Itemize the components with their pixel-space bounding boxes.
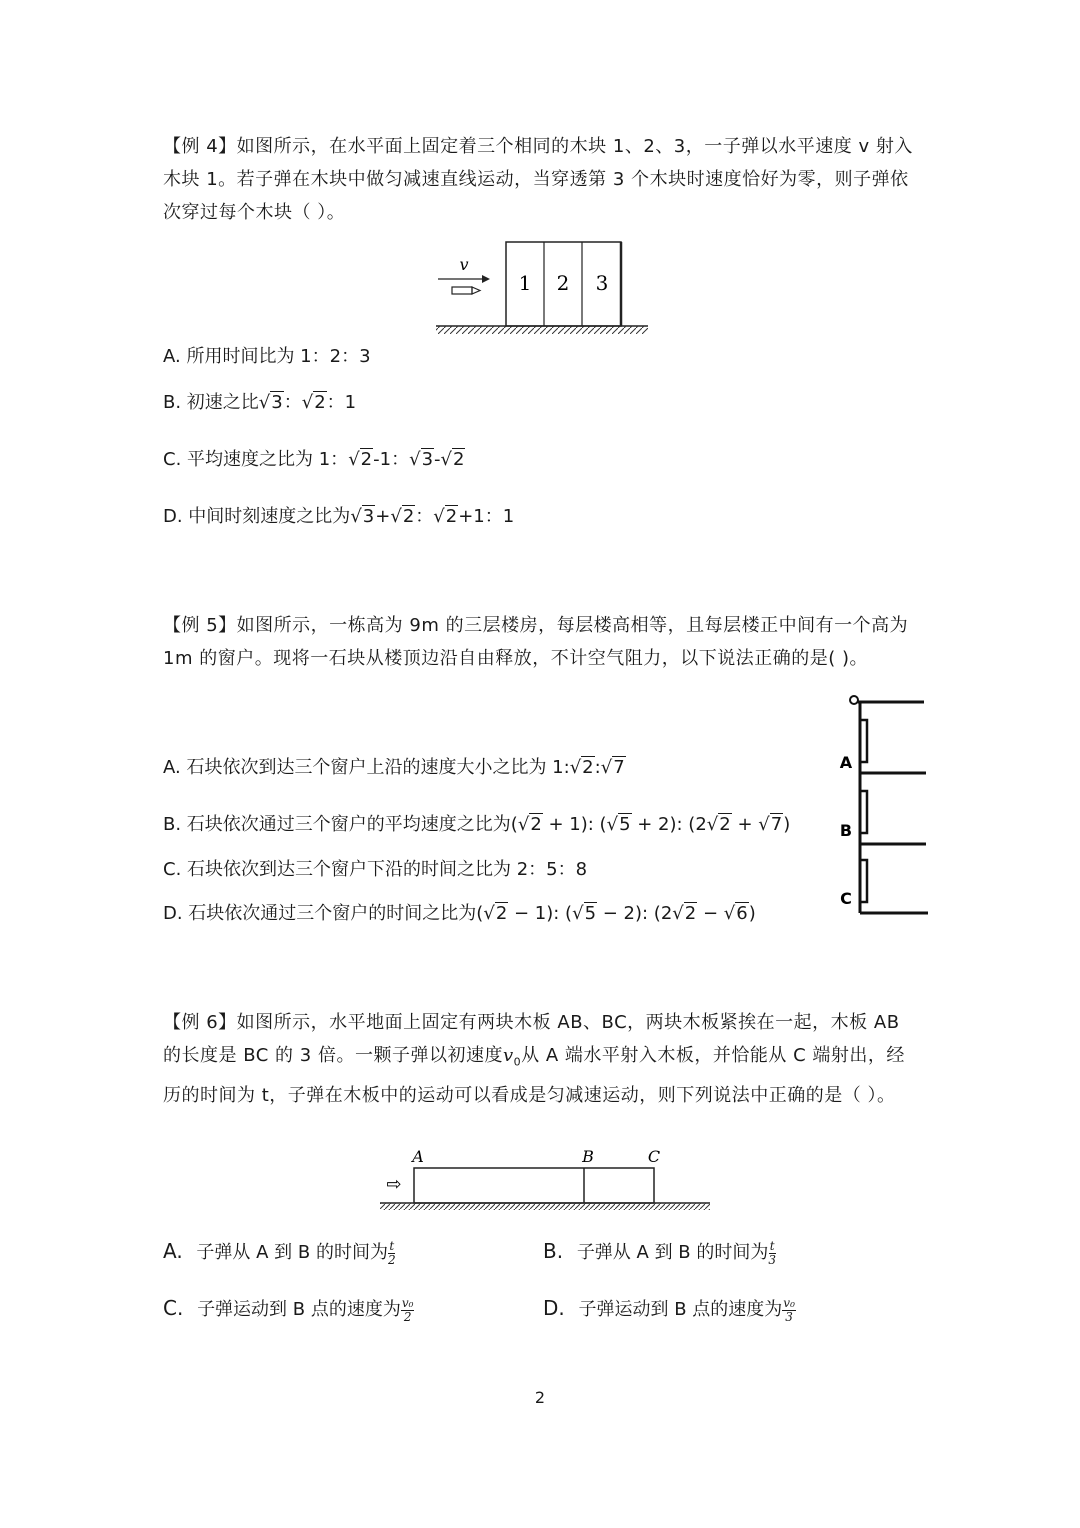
ex5-question [163, 609, 923, 675]
ex5-window-b [860, 791, 867, 833]
ex6-question [163, 1006, 923, 1112]
page-number: 2 [534, 1388, 546, 1407]
ex4-line1: 【例 4】如图所示，在水平面上固定着三个相同的木块 1、2、3，一子弹以水平速度 v 射入 [163, 136, 913, 157]
ex5-window-c [860, 860, 867, 902]
ex5-label-a: A [839, 753, 853, 772]
ex5-label-b: B [839, 821, 853, 840]
ex5-option-c: C. 石块依次到达三个窗户下沿的时间之比为 2：5：8 [163, 859, 588, 880]
ex6-option-a: A. 子弹从 A 到 B 的时间为 $\frac{t}{2}$ [163, 1238, 396, 1267]
ex4-option-c: C. 平均速度之比为 1：√2-1：√3-√2 [163, 449, 465, 470]
ex6-line1: 【例 6】如图所示，水平地面上固定有两块木板 AB、BC，两块木板紧挨在一起，木板 AB [163, 1012, 900, 1033]
ex5-building-figure [832, 690, 932, 920]
ex4-line3: 次穿过每个木块（ ）。 [163, 202, 346, 223]
ex6-line2: 的长度是 BC 的 3 倍。一颗子弹以初速度$v_0$从 A 端水平射入木板，并恰能从 C 端射出，经 [163, 1045, 905, 1069]
ex4-velocity-label: v [459, 255, 469, 274]
ex5-option-d: D. 石块依次通过三个窗户的时间之比为(√2 − 1): (√5 − 2): (2√2 − √6) [163, 903, 756, 924]
ex6-option-b: B. 子弹从 A 到 B 的时间为 $\frac{t}{3}$ [543, 1238, 777, 1267]
ex4-line2: 木块 1。若子弹在木块中做匀减速直线运动，当穿透第 3 个木块时速度恰好为零，则子弹依 [163, 169, 909, 190]
ex4-block-3-label: 3 [595, 271, 609, 295]
ex6-boards-figure [380, 1144, 715, 1218]
ex6-label-a: A [412, 1147, 424, 1166]
ex6-label-c: C [647, 1147, 661, 1166]
ex4-option-a: A. 所用时间比为 1：2：3 [163, 346, 371, 367]
ex4-block-2-label: 2 [556, 271, 570, 295]
ex6-option-c: C. 子弹运动到 B 点的速度为 $\frac{\text{v₀}}{2}$ [163, 1295, 414, 1324]
ex4-option-d: D. 中间时刻速度之比为√3+√2：√2+1：1 [163, 506, 515, 527]
ex6-line3: 历的时间为 t，子弹在木板中的运动可以看成是匀减速运动，则下列说法中正确的是（ ）。 [163, 1084, 896, 1106]
ex5-line1: 【例 5】如图所示，一栋高为 9m 的三层楼房，每层楼高相等，且每层楼正中间有一个高为 [163, 615, 909, 636]
ex6-ground-hatch [380, 1203, 710, 1210]
ex6-option-d: D. 子弹运动到 B 点的速度为 $\frac{\text{v₀}}{3}$ [543, 1295, 795, 1324]
ex4-block-1-label: 1 [518, 271, 532, 295]
ex6-label-b: B [582, 1147, 594, 1166]
ex4-bullet-icon [452, 287, 472, 294]
ex5-stone-icon [850, 696, 858, 704]
ex6-bullet-arrow-icon: ⇨ [386, 1174, 402, 1195]
ex4-blocks-figure [432, 238, 654, 338]
ex4-option-b: B. 初速之比√3：√2：1 [163, 392, 357, 413]
ex4-ground-hatch [436, 326, 648, 334]
ex5-option-b: B. 石块依次通过三个窗户的平均速度之比为(√2 + 1): (√5 + 2): (2√2 + √7) [163, 814, 791, 835]
ex5-label-c: C [840, 889, 852, 908]
ex5-window-a [860, 720, 867, 762]
ex5-line2: 1m 的窗户。现将一石块从楼顶边沿自由释放，不计空气阻力，以下说法正确的是( )。 [163, 648, 868, 669]
ex5-option-a: A. 石块依次到达三个窗户上沿的速度大小之比为 1:√2:√7 [163, 757, 625, 778]
ex6-boards-outline [414, 1168, 654, 1203]
ex4-question [163, 130, 923, 229]
